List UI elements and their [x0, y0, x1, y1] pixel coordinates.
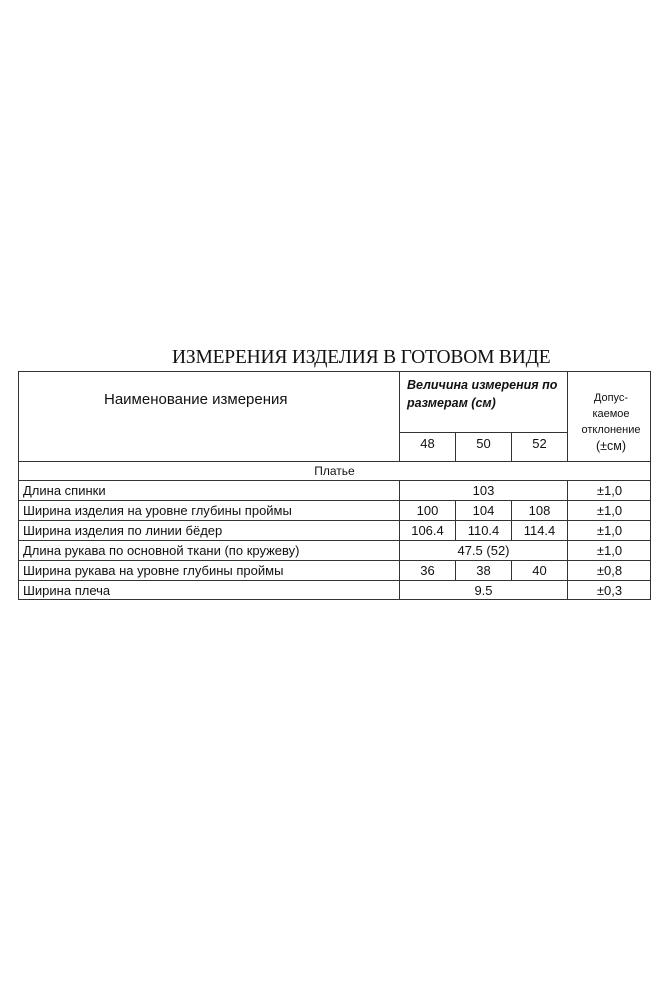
row-name: Ширина плеча [23, 583, 111, 598]
row-value: 104 [472, 503, 495, 518]
row-name: Ширина изделия по линии бёдер [23, 523, 223, 538]
divider [18, 500, 651, 501]
row-value: 108 [528, 503, 551, 518]
header-value-line: размерам (см) [407, 396, 496, 410]
divider [18, 560, 651, 561]
header-deviation [571, 390, 651, 454]
header-deviation-line: Допус- [593, 392, 629, 404]
size-header: 48 [420, 436, 435, 451]
row-value: 100 [416, 503, 439, 518]
row-value: 114.4 [523, 523, 556, 538]
section-title: Платье [314, 464, 355, 478]
row-value: 106.4 [411, 523, 444, 538]
divider [567, 371, 568, 461]
row-name: Ширина рукава на уровне глубины проймы [23, 563, 284, 578]
header-deviation-line: (±см) [595, 439, 627, 453]
row-name: Ширина изделия на уровне глубины проймы [23, 503, 292, 518]
divider [18, 461, 651, 462]
divider [567, 480, 568, 600]
row-value: 38 [476, 563, 491, 578]
divider [18, 480, 651, 481]
row-deviation: ±1,0 [596, 543, 623, 558]
row-value: 110.4 [467, 523, 500, 538]
divider [399, 432, 568, 433]
row-value: 40 [532, 563, 547, 578]
row-deviation: ±0,3 [596, 583, 623, 598]
header-deviation-line: отклонение [581, 424, 641, 436]
row-value: 47.5 (52) [457, 543, 510, 558]
row-name: Длина рукава по основной ткани (по кружеву) [23, 543, 300, 558]
divider [18, 540, 651, 541]
page-title: ИЗМЕРЕНИЯ ИЗДЕЛИЯ В ГОТОВОМ ВИДЕ [172, 347, 551, 368]
row-deviation: ±0,8 [596, 563, 623, 578]
row-value: 103 [472, 483, 495, 498]
row-value: 9.5 [474, 583, 493, 598]
header-value [407, 376, 567, 412]
row-deviation: ±1,0 [596, 503, 623, 518]
divider [18, 520, 651, 521]
row-deviation: ±1,0 [596, 483, 623, 498]
divider [18, 580, 651, 581]
size-header: 50 [476, 436, 491, 451]
size-header: 52 [532, 436, 547, 451]
header-name: Наименование измерения [104, 391, 288, 408]
header-value-line: Величина измерения по [407, 378, 558, 392]
row-value: 36 [420, 563, 435, 578]
row-deviation: ±1,0 [596, 523, 623, 538]
header-deviation-line: каемое [592, 408, 630, 420]
divider [399, 480, 400, 600]
row-name: Длина спинки [23, 483, 106, 498]
